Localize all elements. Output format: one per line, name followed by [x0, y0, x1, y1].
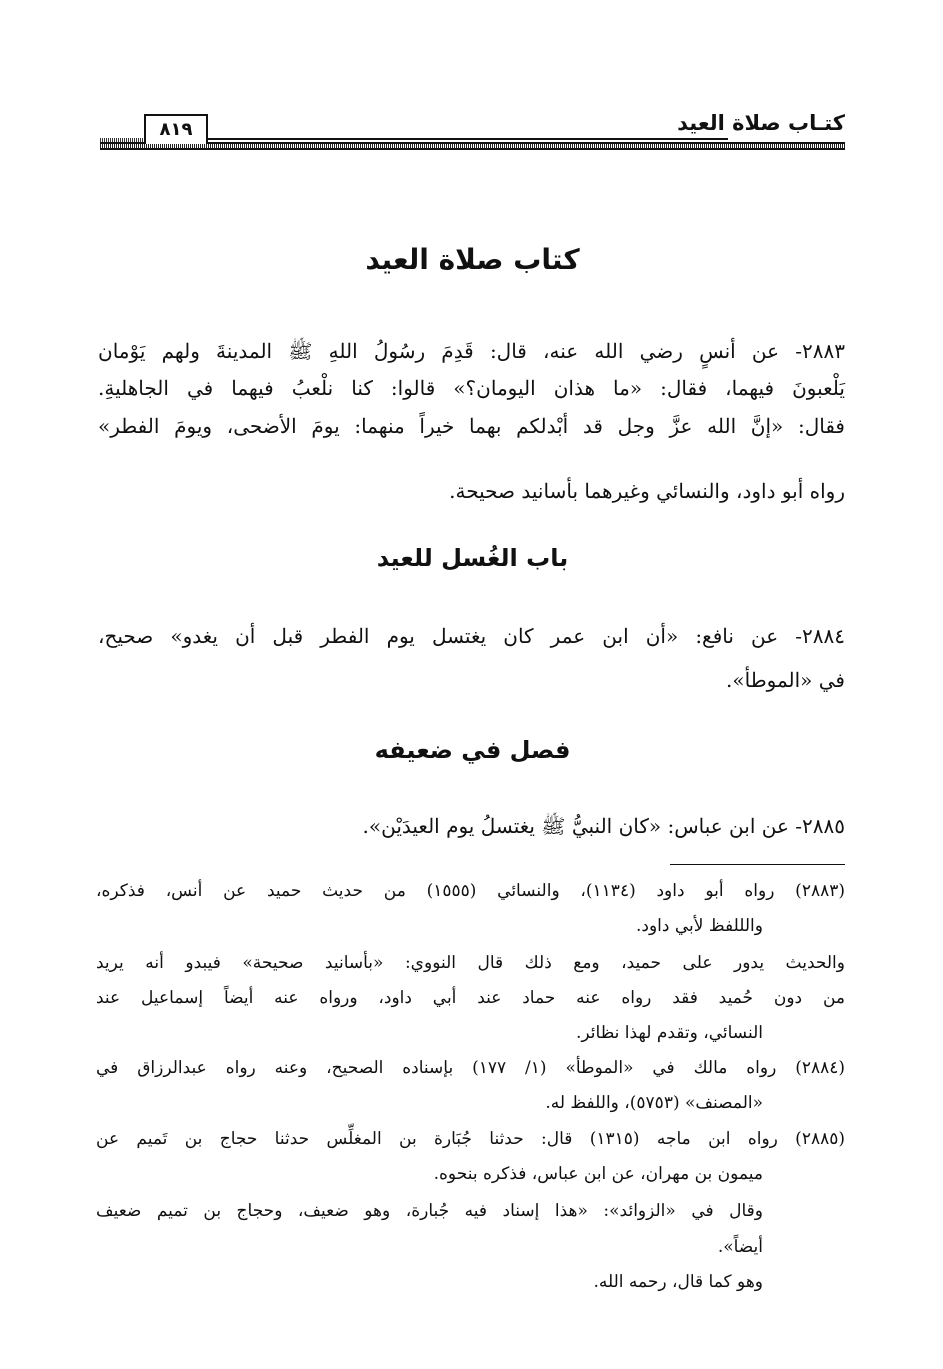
- footnote-line: أيضاً».: [717, 1237, 763, 1257]
- footnote-line: (٢٨٨٣) رواه أبو داود (١١٣٤)، والنسائي (١٥٥٥) من حديث حميد عن أنس، فذكره،: [96, 881, 845, 901]
- footnote-line: (٢٨٨٥) رواه ابن ماجه (١٣١٥) قال: حدثنا جُبَارة بن المغلِّس حدثنا حجاج بن تَميم عن: [96, 1129, 845, 1149]
- footnote-line: وقال في «الزوائد»: «هذا إسناد فيه جُبارة، وهو ضعيف، وحجاج بن تميم ضعيف: [96, 1201, 763, 1221]
- body-line: فقال: «إنَّ الله عزَّ وجل قد أبْدلكم بهما خيراً منهما: يومَ الأضحى، ويومَ الفطر»: [98, 414, 845, 438]
- body-line: ٢٨٨٤- عن نافع: «أن ابن عمر كان يغتسل يوم الفطر قبل أن يغدو» صحيح،: [98, 624, 845, 648]
- footnote-line: «المصنف» (٥٧٥٣)، واللفظ له.: [545, 1093, 763, 1113]
- running-header-title: كتـاب صلاة العيد: [677, 111, 845, 135]
- footnote-line: والللفظ لأبي داود.: [636, 916, 763, 936]
- footnote-line: ميمون بن مهران، عن ابن عباس، فذكره بنحوه.: [433, 1164, 763, 1184]
- footnote-line: (٢٨٨٤) رواه مالك في «الموطأ» (١/ ١٧٧) بإسناده الصحيح، وعنه رواه عبدالرزاق في: [96, 1058, 846, 1078]
- section-title: باب الغُسل للعيد: [376, 544, 569, 572]
- footnote-line: وهو كما قال، رحمه الله.: [593, 1272, 763, 1292]
- running-header: [100, 108, 845, 152]
- body-line: في «الموطأ».: [726, 668, 845, 692]
- footnote-line: من دون حُميد فقد رواه عنه حماد عند أبي داود، ورواه عنه أيضاً إسماعيل عند: [96, 988, 845, 1008]
- body-line: رواه أبو داود، والنسائي وغيرهما بأسانيد صحيحة.: [449, 479, 845, 503]
- chapter-title: كتاب صلاة العيد: [365, 243, 580, 276]
- footnote-separator: [670, 864, 845, 865]
- page-number: ٨١٩: [144, 114, 208, 144]
- footnote-line: النسائي، وتقدم لهذا نظائر.: [576, 1023, 763, 1043]
- body-line: ٢٨٨٣- عن أنسٍ رضي الله عنه، قال: قَدِمَ رسُولُ اللهِ ﷺ المدينةَ ولهم يَوْمان: [98, 339, 845, 363]
- footnote-line: والحديث يدور على حميد، ومع ذلك قال النووي: «بأسانيد صحيحة» فيبدو أنه يريد: [96, 953, 845, 973]
- body-line: ٢٨٨٥- عن ابن عباس: «كان النبيُّ ﷺ يغتسلُ يوم العيدَيْن».: [362, 814, 845, 838]
- header-rule: [100, 142, 845, 150]
- section-title: فصل في ضعيفه: [374, 736, 571, 764]
- body-line: يَلْعبونَ فيهما، فقال: «ما هذان اليومان؟» قالوا: كنا نلْعبُ فيهما في الجاهليةِ.: [98, 376, 845, 400]
